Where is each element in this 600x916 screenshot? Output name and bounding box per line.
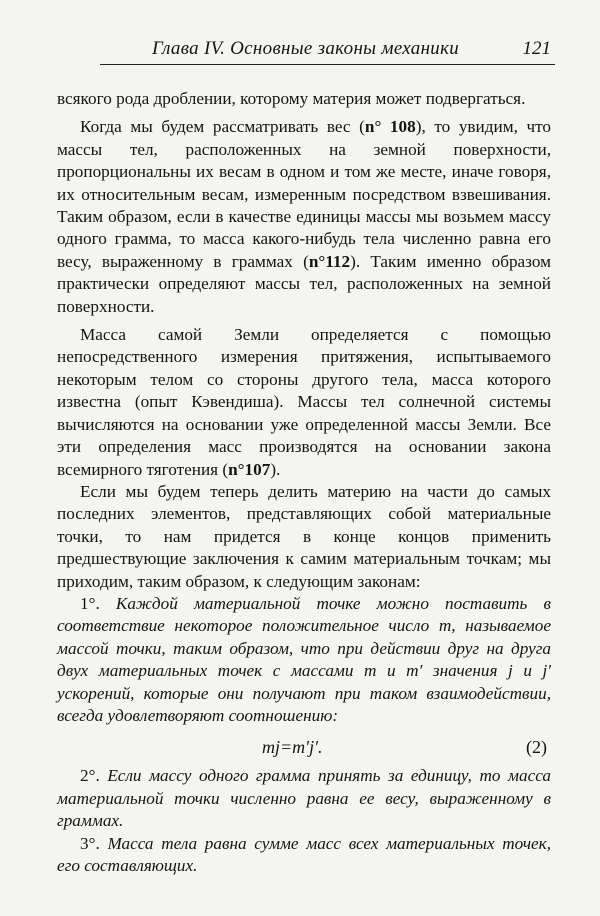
formula: mj=m′j′. [262,737,323,758]
equation-number: (2) [526,737,547,758]
paragraph-text: Если мы будем теперь делить материю на части до самых последних элементов, представляющих собой материальные точки, то нам придется в конце концов применить предшествующие заключения к самим материальным точкам; мы приходим, таким образом, к следующим законам: [57,481,551,591]
paragraph-text: ), то увидим, что массы тел, расположенных на земной поверхности, пропорциональны их весам в одном и том же месте, иначе говоря, их относительным весам, измеренным посредством взвешивания. Таким образом, если в качестве единицы массы мы возьмем массу одного грамма, то масса какого-нибудь тела численно равна его весу, выраженному в граммах ( [57,117,551,271]
paragraph-text: ). [270,459,281,479]
section-reference: n°112 [308,251,351,271]
law-3 [57,833,551,878]
paragraph-text: Масса самой Земли определяется с помощью непосредственного измерения притяжения, испытываемого некоторым телом со стороны другого тела, масса которого известна (опыт Кэвендиша). Массы тел солнечной системы вычисляются на основании уже определенной массы Земли. Все эти определения масс производятся на основании закона всемирного тяготения ( [57,325,551,479]
paragraph-weight-mass [57,116,551,318]
law-1 [57,593,551,727]
law-text: Каждой материальной точке можно поставить в соответствие некоторое положительное число m, называемое массой точки, таким образом, что при действии друг на друга двух материальных точек с массами m и m′ значения j и j′ ускорений, которые они получают при таком взаимодействии, всегда удовлетворяют соотношению: [57,593,551,725]
paragraph-text: всякого рода дроблении, которому материя может подвергаться. [57,89,526,108]
paragraph-text: ). Таким именно образом практически определяют массы тел, расположенных на земной поверхности. [57,251,552,316]
page-number: 121 [522,38,551,59]
formula-line [57,729,551,763]
law-2 [57,765,551,832]
section-reference: n°107 [228,459,271,479]
page-body [57,88,551,877]
paragraph-earth-mass [57,324,551,481]
law-number: 1°. [80,593,100,613]
running-head: Глава IV. Основные законы механики [152,38,460,59]
section-reference: n° 108 [364,117,416,137]
page-header [100,36,555,65]
law-number: 3°. [80,833,100,853]
law-text: Если массу одного грамма принять за единицу, то масса материальной точки численно равна ее весу, выраженному в граммах. [57,766,551,831]
paragraph-continuation [57,88,551,110]
paragraph-text: Когда мы будем рассматривать вес ( [80,117,365,137]
law-number: 2°. [80,766,100,786]
paragraph-material-points [57,481,551,593]
law-text: Масса тела равна сумме масс всех материальных точек, его составляющих. [57,833,551,875]
